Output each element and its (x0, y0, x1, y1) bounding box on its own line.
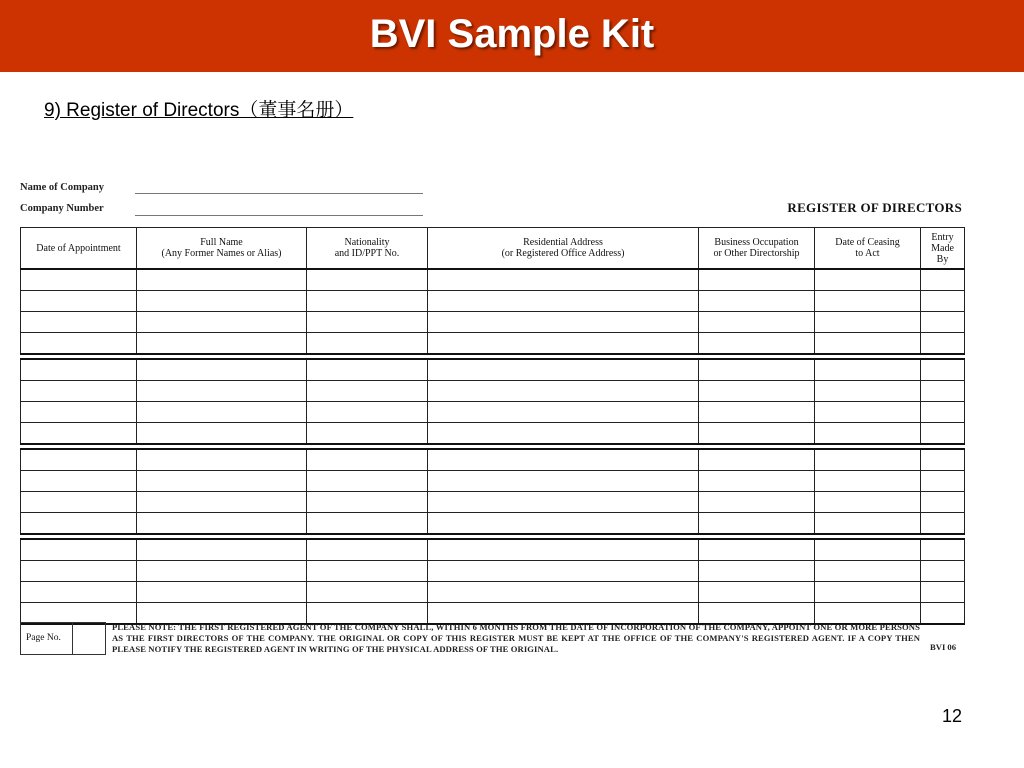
table-row (21, 423, 965, 445)
table-cell (699, 561, 815, 582)
table-cell (921, 492, 965, 513)
table-cell (428, 492, 699, 513)
table-cell (815, 359, 921, 381)
name-of-company-line (135, 192, 423, 194)
table-cell (307, 449, 428, 471)
table-cell (21, 561, 137, 582)
column-header-line2: or Other Directorship (713, 248, 800, 259)
table-row (21, 402, 965, 423)
register-table (20, 227, 965, 625)
table-cell (307, 291, 428, 312)
page-number: 12 (941, 706, 962, 726)
table-cell (428, 582, 699, 603)
table-cell (815, 513, 921, 535)
table-cell (137, 312, 307, 333)
table-cell (921, 513, 965, 535)
table-cell (137, 471, 307, 492)
table-cell (21, 269, 137, 291)
column-header-line2: (or Registered Office Address) (501, 248, 625, 259)
table-cell (21, 582, 137, 603)
table-cell (921, 359, 965, 381)
table-cell (815, 312, 921, 333)
table-cell (921, 539, 965, 561)
table-cell (428, 312, 699, 333)
table-cell (428, 359, 699, 381)
column-header-line1: Full Name (200, 237, 243, 248)
column-header (815, 228, 921, 270)
register-table-wrap (20, 227, 964, 625)
table-cell (815, 561, 921, 582)
column-header-line1: Residential Address (523, 237, 603, 248)
column-header-line1: Date of Appointment (36, 242, 121, 254)
table-cell (307, 582, 428, 603)
page-no-field (72, 623, 105, 654)
table-cell (307, 513, 428, 535)
table-cell (815, 539, 921, 561)
table-cell (137, 539, 307, 561)
table-cell (21, 291, 137, 312)
table-row (21, 359, 965, 381)
table-cell (307, 269, 428, 291)
table-cell (137, 291, 307, 312)
table-cell (815, 423, 921, 445)
table-cell (428, 269, 699, 291)
table-cell (921, 291, 965, 312)
table-cell (699, 471, 815, 492)
table-cell (699, 333, 815, 355)
table-cell (307, 423, 428, 445)
column-header (137, 228, 307, 270)
table-row (21, 561, 965, 582)
table-cell (815, 333, 921, 355)
table-cell (21, 471, 137, 492)
name-of-company-label: Name of Company (20, 182, 104, 193)
table-cell (21, 423, 137, 445)
table-cell (815, 402, 921, 423)
table-cell (699, 492, 815, 513)
table-cell (815, 582, 921, 603)
table-row (21, 582, 965, 603)
column-header (21, 228, 137, 270)
table-cell (137, 333, 307, 355)
table-row (21, 513, 965, 535)
table-cell (921, 402, 965, 423)
table-row (21, 449, 965, 471)
table-cell (307, 492, 428, 513)
table-cell (137, 269, 307, 291)
table-row (21, 312, 965, 333)
table-cell (921, 423, 965, 445)
table-cell (815, 291, 921, 312)
table-cell (137, 381, 307, 402)
table-cell (428, 513, 699, 535)
page-no-label: Page No. (26, 633, 61, 643)
company-number-line (135, 214, 423, 216)
table-cell (699, 359, 815, 381)
table-cell (699, 291, 815, 312)
table-cell (815, 449, 921, 471)
column-header (921, 228, 965, 270)
column-header (699, 228, 815, 270)
table-row (21, 492, 965, 513)
column-header (428, 228, 699, 270)
table-cell (428, 603, 699, 625)
table-cell (921, 312, 965, 333)
table-cell (21, 449, 137, 471)
table-cell (307, 312, 428, 333)
table-cell (21, 312, 137, 333)
table-cell (428, 423, 699, 445)
table-cell (307, 561, 428, 582)
table-cell (815, 269, 921, 291)
table-cell (699, 423, 815, 445)
register-note: PLEASE NOTE: THE FIRST REGISTERED AGENT OF THE COMPANY SHALL, WITHIN 6 MONTHS FROM THE DATE OF INCORPORATION OF THE COMPANY, APPOINT ONE OR MORE PERSONS AS THE FIRST DIRECTORS OF THE COMPANY. THE ORIGINAL OR COPY OF THIS REGISTER MUST BE KEPT AT THE OFFICE OF THE COMPANY'S REGISTERED AGENT. IF A COPY THEN PLEASE NOTIFY THE REGISTERED AGENT IN WRITING OF THE PHYSICAL ADDRESS OF THE ORIGINAL. (112, 622, 920, 654)
table-cell (307, 603, 428, 625)
table-cell (921, 269, 965, 291)
table-cell (699, 312, 815, 333)
table-cell (307, 402, 428, 423)
table-cell (921, 561, 965, 582)
table-row (21, 333, 965, 355)
table-cell (921, 582, 965, 603)
table-row (21, 269, 965, 291)
column-header (307, 228, 428, 270)
table-cell (815, 492, 921, 513)
table-row (21, 381, 965, 402)
column-header-line2: (Any Former Names or Alias) (161, 248, 282, 259)
table-cell (137, 359, 307, 381)
table-cell (428, 539, 699, 561)
table-cell (307, 359, 428, 381)
table-cell (921, 603, 965, 625)
page-no-box (20, 622, 106, 655)
table-cell (21, 333, 137, 355)
table-cell (21, 603, 137, 625)
table-cell (307, 471, 428, 492)
table-cell (921, 471, 965, 492)
table-cell (137, 423, 307, 445)
table-cell (699, 539, 815, 561)
table-row (21, 539, 965, 561)
table-cell (428, 291, 699, 312)
register-body (21, 269, 965, 624)
table-cell (307, 333, 428, 355)
column-header-line2: to Act (855, 248, 880, 259)
table-cell (307, 381, 428, 402)
table-cell (699, 402, 815, 423)
column-header-line1: Entry Made (931, 231, 954, 254)
table-row (21, 291, 965, 312)
slide-subtitle: 9) Register of Directors（董事名册） (44, 100, 354, 121)
table-cell (137, 603, 307, 625)
column-header-line1: Nationality (344, 237, 390, 248)
table-cell (815, 381, 921, 402)
column-header-line2: and ID/PPT No. (334, 248, 400, 259)
table-row (21, 471, 965, 492)
column-header-line1: Business Occupation (714, 237, 799, 248)
table-cell (137, 449, 307, 471)
table-cell (21, 381, 137, 402)
table-cell (699, 513, 815, 535)
table-cell (428, 471, 699, 492)
table-cell (307, 539, 428, 561)
table-cell (699, 381, 815, 402)
table-cell (699, 603, 815, 625)
table-cell (815, 603, 921, 625)
register-title: REGISTER OF DIRECTORS (787, 200, 962, 215)
table-cell (921, 449, 965, 471)
table-cell (428, 333, 699, 355)
table-cell (21, 359, 137, 381)
table-cell (428, 449, 699, 471)
table-cell (137, 402, 307, 423)
table-cell (21, 402, 137, 423)
table-cell (428, 402, 699, 423)
table-cell (921, 333, 965, 355)
table-cell (428, 381, 699, 402)
column-header-line2: By (936, 253, 949, 265)
table-cell (137, 582, 307, 603)
register-header-row (21, 228, 965, 270)
table-cell (699, 269, 815, 291)
table-cell (699, 449, 815, 471)
table-cell (137, 492, 307, 513)
table-cell (137, 513, 307, 535)
table-cell (699, 582, 815, 603)
table-cell (21, 513, 137, 535)
table-cell (921, 381, 965, 402)
table-cell (21, 539, 137, 561)
company-number-label: Company Number (20, 203, 104, 214)
table-cell (815, 471, 921, 492)
table-cell (21, 492, 137, 513)
slide-title: BVI Sample Kit (369, 12, 655, 56)
column-header-line1: Date of Ceasing (835, 237, 900, 248)
table-cell (428, 561, 699, 582)
form-code: BVI 06 (930, 642, 957, 652)
table-row (21, 603, 965, 625)
table-cell (137, 561, 307, 582)
